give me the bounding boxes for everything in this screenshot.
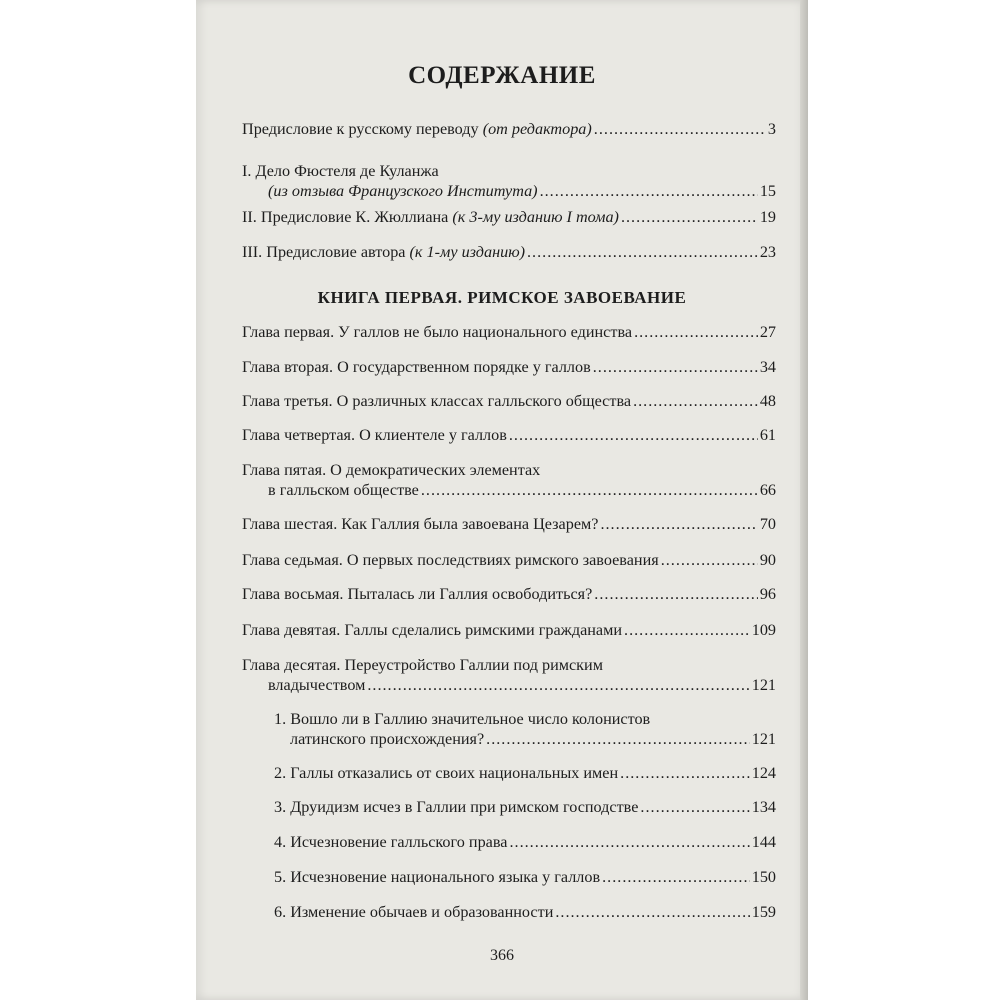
leader-dots bbox=[421, 480, 758, 500]
entry-text: 3. Друидизм исчез в Галлии при римском господстве bbox=[274, 798, 639, 816]
entry-page: 96 bbox=[759, 585, 776, 603]
entry-text-line1: 1. Вошло ли в Галлию значительное число колонистов bbox=[274, 710, 651, 728]
entry-text: Глава вторая. О государственном порядке у галлов bbox=[242, 358, 591, 376]
entry-page: 121 bbox=[751, 730, 776, 748]
leader-dots bbox=[600, 514, 757, 534]
toc-entry-intro-1 bbox=[242, 161, 776, 201]
leader-dots bbox=[527, 242, 758, 262]
entry-page: 70 bbox=[759, 515, 776, 533]
entry-italic: (к 1-му изданию) bbox=[409, 243, 525, 261]
entry-text: 6. Изменение обычаев и образованности bbox=[274, 903, 554, 921]
toc-title: СОДЕРЖАНИЕ bbox=[408, 62, 596, 89]
entry-page: 19 bbox=[759, 208, 776, 226]
entry-text: латинского происхождения? bbox=[290, 730, 485, 748]
toc-entry-intro-3 bbox=[242, 242, 776, 262]
toc-entry-chapter-3 bbox=[242, 425, 776, 445]
toc-entry-intro-2 bbox=[242, 207, 776, 227]
toc-entry-chapter-5 bbox=[242, 514, 776, 534]
entry-text: в галльском обществе bbox=[268, 481, 419, 499]
toc-entry-sub-0 bbox=[274, 709, 776, 749]
book-title: КНИГА ПЕРВАЯ. РИМСКОЕ ЗАВОЕВАНИЕ bbox=[317, 288, 687, 307]
entry-text: Глава восьмая. Пыталась ли Галлия освободиться? bbox=[242, 585, 593, 603]
entry-text: III. Предисловие автора bbox=[242, 243, 410, 261]
toc-entry-chapter-7 bbox=[242, 584, 776, 604]
entry-text: 5. Исчезновение национального языка у галлов bbox=[274, 868, 601, 886]
leader-dots bbox=[509, 832, 749, 852]
entry-text: Глава седьмая. О первых последствиях римского завоевания bbox=[242, 551, 659, 569]
entry-page: 134 bbox=[751, 798, 776, 816]
entry-page: 15 bbox=[759, 182, 776, 200]
leader-dots bbox=[640, 797, 749, 817]
leader-dots bbox=[594, 119, 766, 139]
entry-italic: (к 3-му изданию I тома) bbox=[452, 208, 619, 226]
toc-entry-sub-3 bbox=[274, 832, 776, 852]
entry-page: 3 bbox=[767, 120, 776, 138]
entry-text: 2. Галлы отказались от своих национальных имен bbox=[274, 764, 619, 782]
entry-text: Глава третья. О различных классах галльского общества bbox=[242, 392, 632, 410]
leader-dots bbox=[634, 322, 758, 342]
leader-dots bbox=[621, 207, 758, 227]
leader-dots bbox=[540, 181, 758, 201]
toc-entry-sub-2 bbox=[274, 797, 776, 817]
toc-entry-chapter-6 bbox=[242, 550, 776, 570]
toc-entry-chapter-4 bbox=[242, 460, 776, 500]
entry-page: 48 bbox=[759, 392, 776, 410]
entry-page: 27 bbox=[759, 323, 776, 341]
entry-italic: (от редактора) bbox=[482, 120, 592, 138]
page-spine-shadow bbox=[800, 0, 808, 1000]
entry-page: 34 bbox=[759, 358, 776, 376]
entry-page: 150 bbox=[751, 868, 776, 886]
entry-italic: (из отзыва Французского Института) bbox=[268, 182, 538, 200]
entry-text: 4. Исчезновение галльского права bbox=[274, 833, 508, 851]
leader-dots bbox=[486, 729, 750, 749]
entry-page: 66 bbox=[759, 481, 776, 499]
entry-text: Глава шестая. Как Галлия была завоевана Цезарем? bbox=[242, 515, 599, 533]
leader-dots bbox=[593, 357, 758, 377]
entry-text: Глава первая. У галлов не было национального единства bbox=[242, 323, 633, 341]
toc-entry-chapter-8 bbox=[242, 620, 776, 640]
toc-entry-chapter-2 bbox=[242, 391, 776, 411]
entry-page: 159 bbox=[751, 903, 776, 921]
toc-entry-intro-0 bbox=[242, 119, 776, 139]
entry-text: Глава девятая. Галлы сделались римскими гражданами bbox=[242, 621, 623, 639]
leader-dots bbox=[624, 620, 750, 640]
entry-page: 90 bbox=[759, 551, 776, 569]
toc-entry-sub-5 bbox=[274, 902, 776, 922]
book-page bbox=[196, 0, 808, 1000]
entry-text: Глава четвертая. О клиентеле у галлов bbox=[242, 426, 507, 444]
page-number: 366 bbox=[490, 947, 514, 964]
toc-entry-chapter-0 bbox=[242, 322, 776, 342]
leader-dots bbox=[594, 584, 758, 604]
toc-entry-sub-4 bbox=[274, 867, 776, 887]
toc-entry-chapter-9 bbox=[242, 655, 776, 695]
leader-dots bbox=[633, 391, 758, 411]
entry-text: Предисловие к русскому переводу bbox=[242, 120, 483, 138]
entry-page: 144 bbox=[751, 833, 776, 851]
toc-entry-chapter-1 bbox=[242, 357, 776, 377]
leader-dots bbox=[555, 902, 749, 922]
entry-page: 61 bbox=[759, 426, 776, 444]
entry-page: 121 bbox=[751, 676, 776, 694]
leader-dots bbox=[367, 675, 749, 695]
entry-text-line1: Глава десятая. Переустройство Галлии под римским bbox=[242, 656, 603, 674]
toc-entry-sub-1 bbox=[274, 763, 776, 783]
entry-page: 109 bbox=[751, 621, 776, 639]
leader-dots bbox=[509, 425, 758, 445]
entry-text: владычеством bbox=[268, 676, 366, 694]
entry-page: 124 bbox=[751, 764, 776, 782]
entry-text-line1: Глава пятая. О демократических элементах bbox=[242, 461, 541, 479]
leader-dots bbox=[620, 763, 750, 783]
leader-dots bbox=[661, 550, 758, 570]
leader-dots bbox=[602, 867, 750, 887]
entry-text: II. Предисловие К. Жюллиана bbox=[242, 208, 453, 226]
entry-page: 23 bbox=[759, 243, 776, 261]
entry-text-line1: I. Дело Фюстеля де Куланжа bbox=[242, 162, 439, 180]
